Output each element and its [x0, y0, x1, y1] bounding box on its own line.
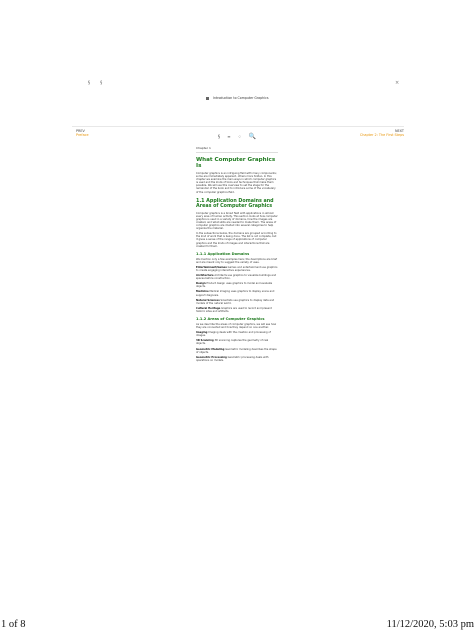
- next-link[interactable]: [360, 129, 404, 137]
- list-item: [196, 348, 278, 354]
- section-heading: 1.1 Application Domains and Areas of Computer Graphics: [196, 198, 274, 210]
- term: Design: [196, 282, 206, 286]
- top-icon[interactable]: §: [100, 80, 103, 85]
- chapter-navigation: [72, 126, 404, 141]
- paragraph: We mention only a few examples here; the descriptions are brief and are meant only to suggest the variety of uses.: [196, 257, 278, 264]
- breadcrumb: [206, 96, 268, 100]
- intro-paragraph: Computer graphics is an intriguing field with many components; some are immediately apparent, others more hidden. In this chapter we examine the main ways in which computer graphics is used and the kinds of tools and techniques that make them possible. We will use this overview to set the stage for the remainder of the book and to introduce some of the vocabulary of the computer graphics field.: [196, 172, 277, 194]
- page-counter: 1 of 8: [1, 619, 26, 630]
- list-item: [196, 307, 278, 313]
- term: 3D Scanning: [196, 339, 214, 343]
- menu-icon[interactable]: ≡: [227, 134, 231, 139]
- term: Architecture: [196, 274, 214, 278]
- term-text: 3D scanning captures the geometry of real objects.: [196, 339, 269, 346]
- list-item: [196, 331, 278, 337]
- print-timestamp: 11/12/2020, 5:03 pm: [386, 619, 474, 630]
- term: Entertainment/Games: [196, 265, 227, 269]
- chapter-label: Chapter 1: [196, 146, 278, 153]
- term-text: Imaging deals with the creation and processing of images.: [196, 331, 271, 338]
- subsection-heading: 1.1.1 Application Domains: [196, 251, 250, 256]
- term-text: Graphics are used to record and present historic sites and artifacts.: [196, 306, 272, 313]
- paragraph: As we describe the areas of computer graphics, we will see how they are connected and how they depend on one another.: [196, 323, 277, 330]
- top-toolbar: [88, 80, 111, 85]
- list-item: [196, 266, 278, 272]
- term: Medicine: [196, 290, 209, 294]
- document-content: [196, 146, 278, 364]
- settings-icon[interactable]: ♢: [237, 134, 242, 139]
- list-item: [196, 299, 278, 305]
- search-icon[interactable]: 🔍: [248, 133, 257, 140]
- list-item: [196, 274, 278, 280]
- term: Geometric Modeling: [196, 347, 225, 351]
- term: Imaging: [196, 331, 208, 335]
- book-icon: [206, 97, 209, 100]
- paragraph: Computer graphics is a broad field with applications in almost every area of human activity. This section looks at how computer graphics is used in a variety of domains, how the images are created, and what skills are needed to make them. The areas of computer graphics are divided into several categories to help organize the material.: [196, 211, 278, 231]
- term-text: Geometric processing deals with operations on models.: [196, 355, 269, 362]
- paragraph: In the subsections below, the domains are grouped according to the kind of work that is being done. The list is not complete, but it gives a sense of the range of applications of computer graphics and the kinds of images and interactions that are created for them.: [196, 232, 277, 248]
- prev-link[interactable]: [76, 129, 89, 137]
- term-text: Games and entertainment use graphics to create engaging interactive experiences.: [196, 265, 278, 272]
- term: Natural Sciences: [196, 298, 220, 302]
- subsection-heading: 1.1.2 Areas of Computer Graphics: [196, 317, 265, 321]
- term-text: Product design uses graphics to model and evaluate objects.: [196, 282, 273, 289]
- prev-label: PREV: [76, 129, 85, 133]
- term-text: Medical imaging uses graphics to display scans and support diagnosis.: [196, 290, 275, 297]
- reader-tools: [218, 133, 262, 140]
- term-text: Architects use graphics to visualize buildings and spaces before construction.: [196, 274, 277, 281]
- list-item: [196, 290, 278, 296]
- term-text: Scientists use graphics to display data and models of the natural world.: [196, 298, 275, 305]
- chapter-title: What Computer Graphics Is: [196, 157, 276, 169]
- close-icon[interactable]: ×: [395, 80, 400, 86]
- term-text: Geometric modeling describes the shape of objects.: [196, 347, 277, 354]
- list-item: [196, 282, 278, 288]
- prev-target[interactable]: Preface: [76, 133, 89, 137]
- list-item: [196, 356, 278, 362]
- term: Cultural Heritage: [196, 306, 221, 310]
- term: Geometric Processing: [196, 355, 227, 359]
- breadcrumb-text[interactable]: Introduction to Computer Graphics: [213, 96, 269, 100]
- top-icon[interactable]: §: [88, 80, 90, 85]
- bookmark-icon[interactable]: §: [218, 134, 220, 139]
- next-target[interactable]: Chapter 2: The First Steps: [359, 133, 404, 137]
- list-item: [196, 339, 278, 345]
- next-label: NEXT: [394, 129, 404, 133]
